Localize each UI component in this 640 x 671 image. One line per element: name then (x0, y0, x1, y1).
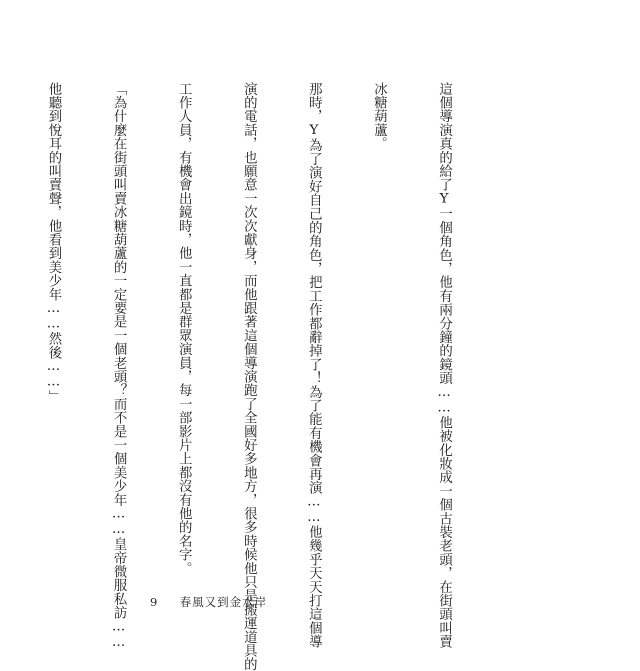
text-line: 「為什麼在街頭叫賣冰糖葫蘆的一定要是一個老頭？而不是一個美少年……皇帝微服私訪…… (111, 82, 127, 651)
text-line: 工作人員，有機會出鏡時，他一直都是群眾演員，每一部影片上都沒有他的名字。 (176, 82, 192, 576)
text-line: 演的電話，也願意一次次獻身，而他跟著這個導演跑了全國好多地方，很多時候他只是搬運道具的 (241, 82, 257, 671)
page-footer (150, 594, 267, 610)
text-line: 那時，Y為了演好自己的角色，把工作都辭掉了！為了能有機會再演……他幾乎天天打這個導 (306, 82, 322, 649)
text-line: 這個導演真的給了Y一個角色，他有兩分鐘的鏡頭……他被化妝成一個古裝老頭，在街頭叫賣 (436, 82, 452, 649)
book-title: 春風又到金水岸 (179, 595, 268, 609)
page-number: 9 (150, 595, 158, 609)
text-line: 他聽到悅耳的叫賣聲，他看到美少年……然後……」 (45, 82, 61, 404)
text-line: 冰糖葫蘆。 (371, 82, 387, 151)
